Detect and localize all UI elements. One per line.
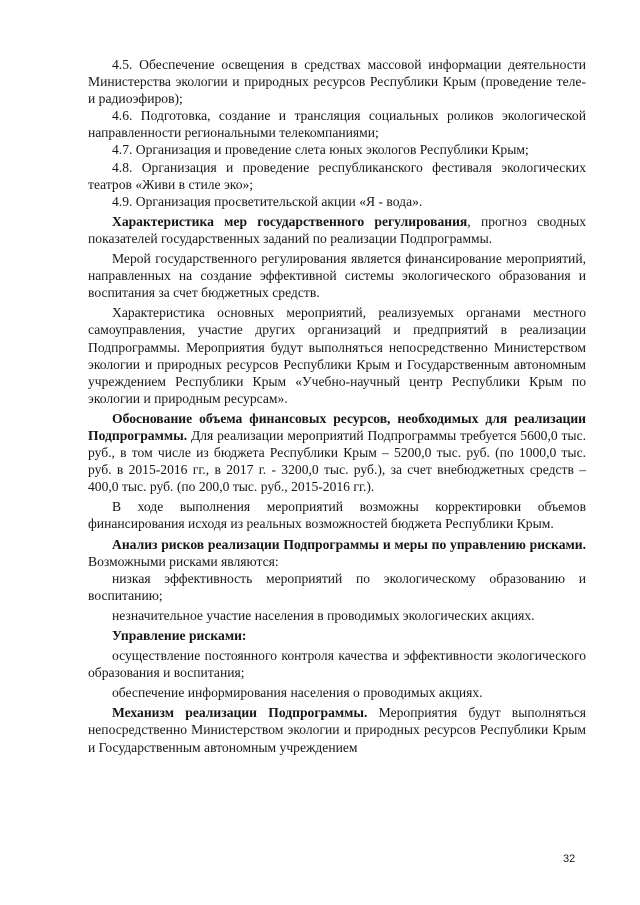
paragraph-regulation-heading [88,213,586,247]
paragraph-text: обеспечение информирования населения о проводимых акциях. [112,685,483,701]
page-number: 32 [563,853,576,865]
paragraph-text: Для реализации мероприятий Подпрограммы требуется 5600,0 тыс. руб., в том числе из бюджета Республики Крым – 5200,0 тыс. руб. (по 1000,0 тыс. руб. в 2015-2016 гг., в 2017 г. - 3200,0 тыс. руб.), за счет внебюджетных средств – 400,0 тыс. руб. (по 200,0 тыс. руб., 2015-2016 гг.). [88,427,586,495]
paragraph-text: Мерой государственного регулирования является финансирование мероприятий, направленных на создание эффективной системы экологического образования и воспитания за счет бюджетных средств. [88,251,586,301]
paragraph-4-8 [88,159,586,193]
section-heading: Обоснование объема финансовых ресурсов, необходимых для реализации Подпрограммы. [88,410,586,443]
paragraph-text: В ходе выполнения мероприятий возможны корректировки объемов финансирования исходя из реальных возможностей бюджета Республики Крым. [88,499,586,532]
paragraph-text: 4.9. Организация просветительской акции «Я - вода». [112,193,423,209]
paragraph-text: 4.8. Организация и проведение республиканского фестиваля экологических театров «Живи в стиле эко»; [88,159,586,192]
paragraph-text: незначительное участие населения в проводимых экологических акциях. [112,607,535,623]
paragraph-text: 4.6. Подготовка, создание и трансляция социальных роликов экологической направленности региональными телекомпаниями; [88,108,586,141]
paragraph-4-7 [88,141,586,158]
section-heading: Механизм реализации Подпрограммы. [112,705,368,721]
section-heading: Анализ рисков реализации Подпрограммы и меры по управлению рисками. [112,536,586,552]
paragraph-text: 4.7. Организация и проведение слета юных экологов Республики Крым; [112,142,529,158]
paragraph-risk-management-2 [88,684,586,701]
paragraph-text: , прогноз сводных показателей государственных заданий по реализации Подпрограммы. [88,213,586,246]
paragraph-4-9 [88,193,586,210]
paragraph-main-measures [88,304,586,407]
section-heading: Характеристика мер государственного регулирования [112,213,468,229]
paragraph-risk-management-heading [88,627,586,644]
paragraph-text: Характеристика основных мероприятий, реализуемых органами местного самоуправления, участие других организаций и предприятий в реализации Подпрограммы. Мероприятия будут выполняться непосредственно Министерством экологии и природных ресурсов Республики Крым и Государственным автономным учреждением Республики Крым «Учебно-научный центр Республики Крым по экологии и природным ресурсам». [88,305,586,406]
paragraph-text: 4.5. Обеспечение освещения в средствах массовой информации деятельности Министерства экологии и природных ресурсов Республики Крым (проведение теле- и радиоэфиров); [88,57,586,107]
paragraph-risk-analysis [88,536,586,570]
paragraph-risk-2 [88,607,586,624]
paragraph-financing-justification [88,410,586,495]
section-heading: Управление рисками: [112,628,247,643]
paragraph-text: низкая эффективность мероприятий по экологическому образованию и воспитанию; [88,570,586,603]
paragraph-text: осуществление постоянного контроля качества и эффективности экологического образования и воспитания; [88,648,586,681]
paragraph-financing-corrections [88,498,586,532]
paragraph-text: Возможными рисками являются: [88,553,279,569]
paragraph-risk-management-1 [88,647,586,681]
paragraph-4-6 [88,107,586,141]
paragraph-4-5 [88,56,586,107]
paragraph-regulation-measure [88,250,586,301]
paragraph-risk-1 [88,570,586,604]
paragraph-text: Мероприятия будут выполняться непосредственно Министерством экологии и природных ресурсов Республики Крым и Государственным автономным учреждением [88,705,586,755]
paragraph-mechanism [88,704,586,755]
page-body [88,56,586,756]
